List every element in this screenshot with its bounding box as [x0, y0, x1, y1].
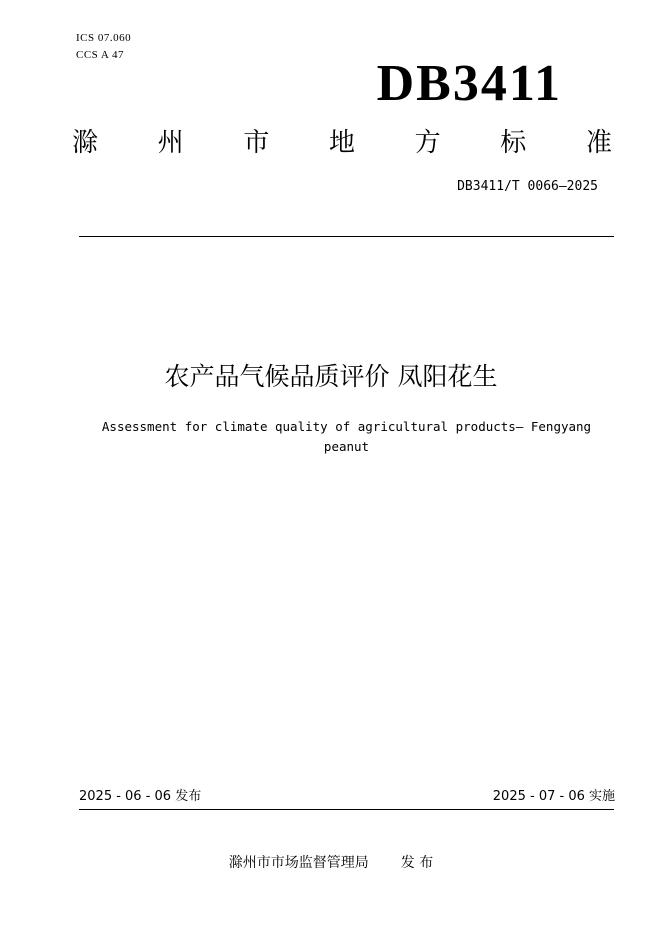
standard-type-heading [72, 126, 612, 160]
standard-type-char: 市 [243, 128, 270, 158]
english-title-line: Assessment for climate quality of agricultural products— Fengyang [101, 419, 592, 434]
standard-number: DB3411/T 0066—2025 [457, 179, 598, 194]
publish-date: 2025 - 06 - 06 发布 [79, 789, 202, 804]
document-title-chinese: 农产品气候品质评价 凤阳花生 [164, 362, 498, 391]
ccs-code: CCS A 47 [76, 49, 125, 61]
standard-type-char: 标 [500, 128, 527, 158]
bottom-divider [79, 809, 614, 810]
issuer-name: 滁州市市场监督管理局 [228, 855, 369, 871]
standard-type-char: 州 [157, 128, 184, 158]
document-title-english [84, 417, 609, 457]
standard-type-char: 滁 [72, 128, 99, 158]
issue-label: 发 布 [400, 855, 434, 871]
standard-type-char: 准 [585, 128, 612, 158]
ics-code: ICS 07.060 [76, 32, 132, 44]
issuer-line [0, 853, 662, 873]
top-divider [79, 236, 614, 237]
standard-type-char: 方 [414, 128, 441, 158]
english-title-line: peanut [323, 439, 370, 454]
implementation-date: 2025 - 07 - 06 实施 [492, 789, 615, 804]
standard-type-char: 地 [328, 128, 355, 158]
standard-logo: DB3411 [376, 55, 562, 112]
